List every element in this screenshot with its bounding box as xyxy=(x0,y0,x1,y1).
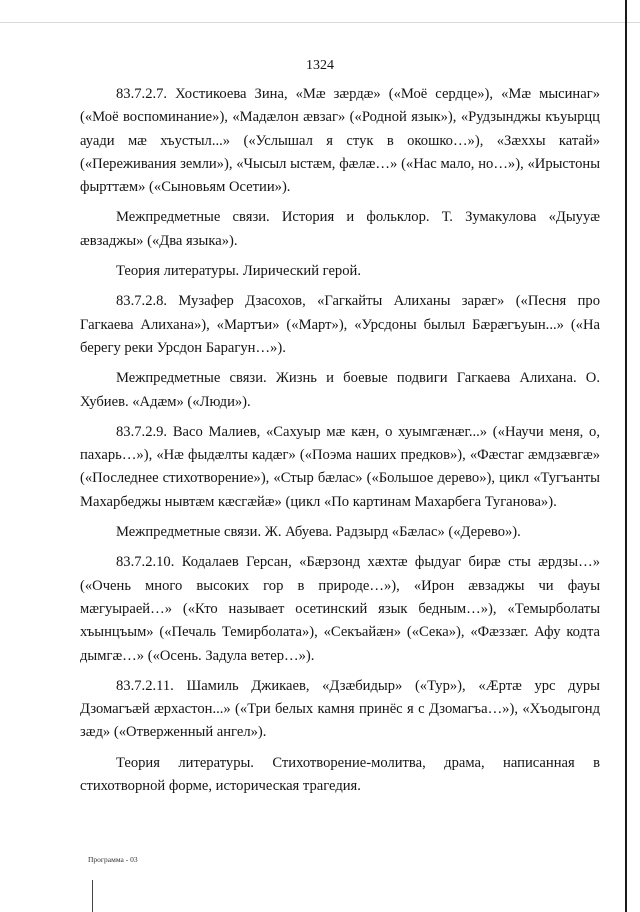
paragraph-intersubject-3: Межпредметные связи. Ж. Абуева. Радзырд «Бæлас» («Дерево»). xyxy=(116,524,521,541)
paragraph-intersubject-2: Межпредметные связи. Жизнь и боевые подвиги Гагкаева Алихана. О. Хубиев. «Адæм» («Люди»). xyxy=(80,370,600,410)
paragraph-intersubject-1: Межпредметные связи. История и фольклор. Т. Зумакулова «Дыууæ æвзаджы» («Два языка»). xyxy=(80,209,600,249)
page-number: 1324 xyxy=(306,58,334,73)
paragraph-83-7-2-8: 83.7.2.8. Музафер Дзасохов, «Гагкайты Алиханы зарæг» («Песня про Гагкаева Алихана»), «Мартъи» («Март»), «Урсдоны былыл Бæрæгъуын...» («На берегу реки Урсдон Барагун…»). xyxy=(80,293,600,356)
paragraph-theory-1: Теория литературы. Лирический герой. xyxy=(116,263,361,280)
paragraph-83-7-2-7: 83.7.2.7. Хостикоева Зина, «Мæ зæрдæ» («Моё сердце»), «Мæ мысинаг» («Моё воспоминание»), «Мадæлон æвзаг» («Родной язык»), «Рудзынджы къуырцц ауади мæ хъустыл...» («Услышал я стук в окошко…»), «Зæххы катай» («Переживания земли»), «Чысыл ыстæм, фæлæ…» («Нас мало, но…»), «Ирыстоны фырттæм» («Сыновьям Осетии»). xyxy=(80,86,600,196)
footer-note: Программа - 03 xyxy=(88,855,138,864)
paragraph-83-7-2-11: 83.7.2.11. Шамиль Джикаев, «Дзæбидыр» («Тур»), «Æртæ урс дуры Дзомагъæй æрхастон...» («Три белых камня принёс я с Дзомагъа…»), «Хъодыгонд зæд» («Отверженный ангел»). xyxy=(80,677,600,741)
scan-top-edge xyxy=(0,22,640,23)
body-text xyxy=(80,83,600,805)
paragraph-83-7-2-9: 83.7.2.9. Васо Малиев, «Сахуыр мæ кæн, о хуымгæнæг...» («Научи меня, о, пахарь…»), «Нæ фыдæлты кадæг» («Поэма наших предков»), «Фæстаг æмдзæвгæ» («Последнее стихотворение»), «Стыр бæлас» («Большое дерево»), цикл «Тугъанты Махарбеджы нывтæм кæсгæйæ» (цикл «По картинам Махарбега Туганова»). xyxy=(80,423,600,510)
paragraph-83-7-2-10: 83.7.2.10. Кодалаев Герсан, «Бæрзонд хæхтæ фыдуаг бирæ сты æрдзы…» («Очень много высоких гор в природе…»), «Ирон æвзаджы чи фауы мæгуыраей…» («Кто называет осетинский язык бедным…»), «Темырболаты хъынцъым» («Печаль Темирболата»), «Секъайæн» («Сека»), «Фæззæг. Афу кодта дымгæ…» («Осень. Задула ветер…»). xyxy=(80,554,600,664)
scan-left-edge xyxy=(92,880,93,912)
scan-right-edge xyxy=(625,0,627,912)
paragraph-theory-2: Теория литературы. Стихотворение-молитва, драма, написанная в стихотворной форме, историческая трагедия. xyxy=(80,754,600,795)
